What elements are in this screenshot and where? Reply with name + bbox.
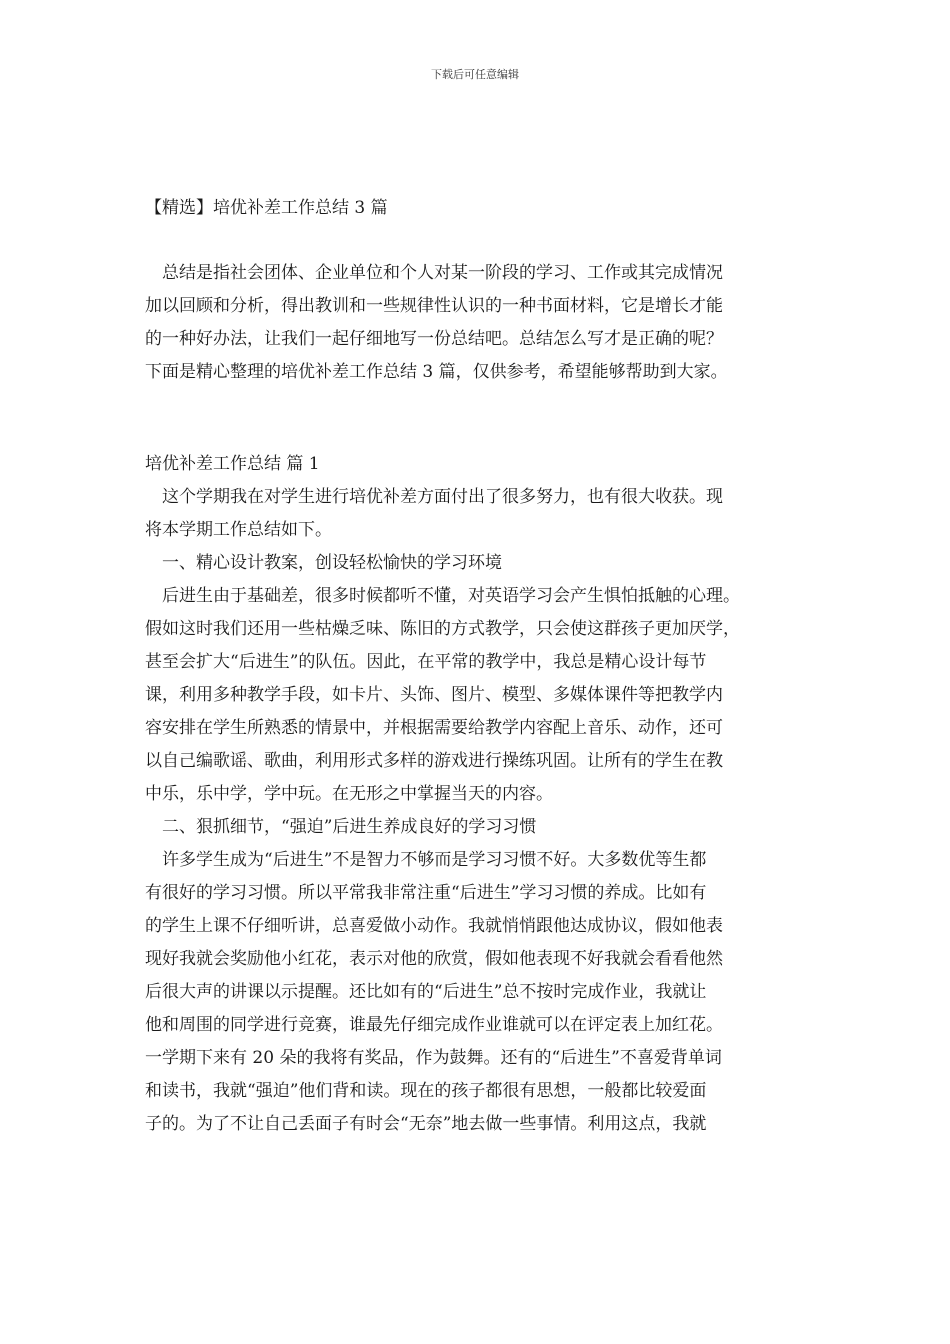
text-line: 后很大声的讲课以示提醒。还比如有的“后进生”总不按时完成作业，我就让 [145, 982, 707, 1002]
section-body [145, 448, 810, 1141]
text-line: 后进生由于基础差，很多时候都听不懂，对英语学习会产生惧怕抵触的心理。 [162, 586, 740, 606]
text-line: 现好我就会奖励他小红花，表示对他的欣赏，假如他表现不好我就会看看他然 [145, 949, 723, 969]
text-line: 子的。为了不让自己丢面子有时会“无奈”地去做一些事情。利用这点，我就 [145, 1114, 707, 1134]
text-line: 的一种好办法，让我们一起仔细地写一份总结吧。总结怎么写才是正确的呢？ [145, 329, 723, 349]
text-line: 加以回顾和分析，得出教训和一些规律性认识的一种书面材料，它是增长才能 [145, 296, 723, 316]
text-line: 下面是精心整理的培优补差工作总结 3 篇，仅供参考，希望能够帮助到大家。 [145, 362, 728, 382]
document-title: 【精选】培优补差工作总结 3 篇 [145, 198, 388, 218]
text-line: 甚至会扩大“后进生”的队伍。因此，在平常的教学中，我总是精心设计每节 [145, 652, 707, 672]
text-line: 假如这时我们还用一些枯燥乏味、陈旧的方式教学，只会使这群孩子更加厌学， [145, 619, 740, 639]
text-line: 这个学期我在对学生进行培优补差方面付出了很多努力，也有很大收获。现 [162, 487, 723, 507]
text-line: 总结是指社会团体、企业单位和个人对某一阶段的学习、工作或其完成情况 [162, 263, 723, 283]
text-line: 的学生上课不仔细听讲，总喜爱做小动作。我就悄悄跟他达成协议，假如他表 [145, 916, 723, 936]
text-line: 中乐，乐中学，学中玩。在无形之中掌握当天的内容。 [145, 784, 553, 804]
intro-paragraph [145, 257, 810, 389]
section-heading: 培优补差工作总结 篇 1 [145, 454, 320, 474]
text-line: 他和周围的同学进行竞赛，谁最先仔细完成作业谁就可以在评定表上加红花。 [145, 1015, 723, 1035]
subheading-1: 一、精心设计教案，创设轻松愉快的学习环境 [162, 553, 502, 573]
text-line: 一学期下来有 20 朵的我将有奖品，作为鼓舞。还有的“后进生”不喜爱背单词 [145, 1048, 722, 1068]
text-line: 容安排在学生所熟悉的情景中，并根据需要给教学内容配上音乐、动作，还可 [145, 718, 723, 738]
subheading-2: 二、狠抓细节，“强迫”后进生养成良好的学习习惯 [162, 817, 537, 837]
text-line: 以自己编歌谣、歌曲，利用形式多样的游戏进行操练巩固。让所有的学生在教 [145, 751, 723, 771]
text-line: 课，利用多种教学手段，如卡片、头饰、图片、模型、多媒体课件等把教学内 [145, 685, 723, 705]
text-line: 和读书，我就“强迫”他们背和读。现在的孩子都很有思想，一般都比较爱面 [145, 1081, 707, 1101]
page-header-note: 下载后可任意编辑 [431, 68, 519, 81]
text-line: 有很好的学习习惯。所以平常我非常注重“后进生”学习习惯的养成。比如有 [145, 883, 707, 903]
text-line: 将本学期工作总结如下。 [145, 520, 332, 540]
text-line: 许多学生成为“后进生”不是智力不够而是学习习惯不好。大多数优等生都 [162, 850, 707, 870]
